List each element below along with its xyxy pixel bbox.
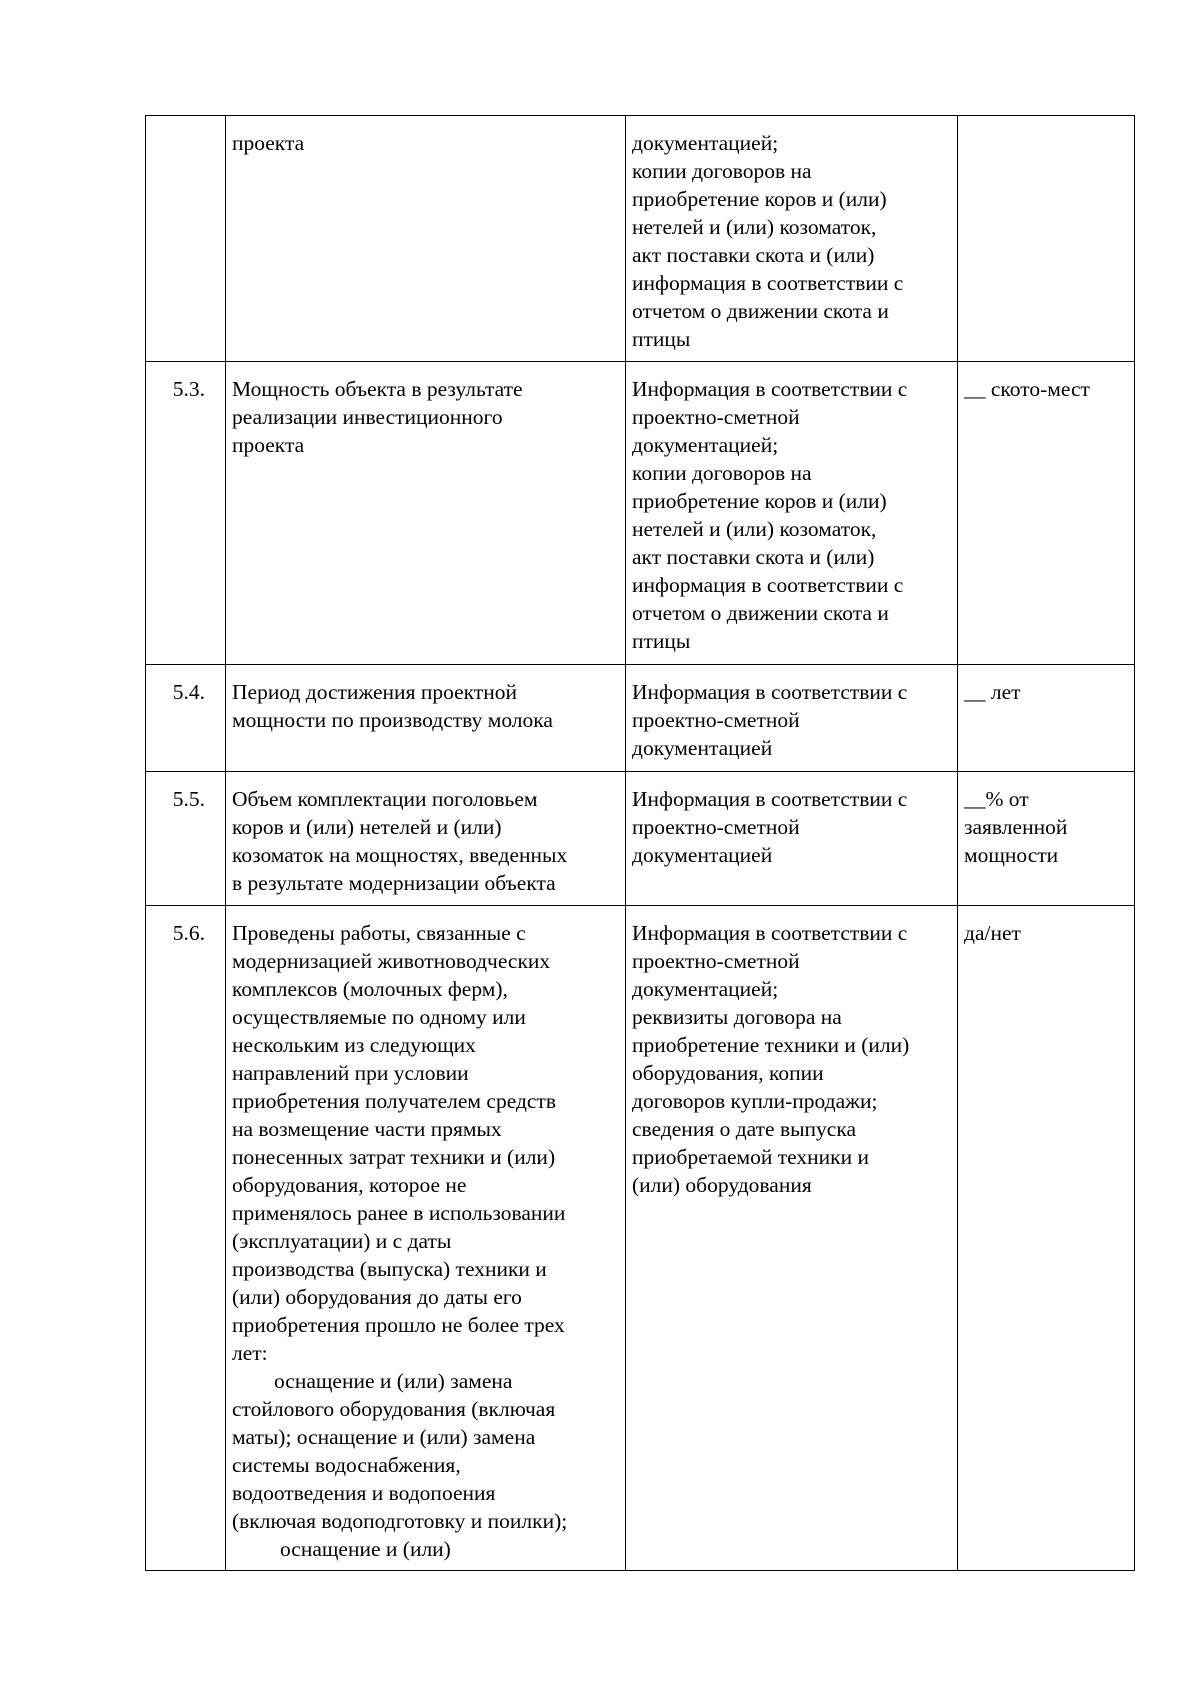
row-number-cell <box>146 116 226 362</box>
table-row <box>146 362 1135 665</box>
parameter-cell: проекта <box>226 116 626 362</box>
source-cell: документацией; копии договоров на приобретение коров и (или) нетелей и (или) козоматок, акт поставки скота и (или) информация в соответствии с отчетом о движении скота и птицы <box>626 116 958 362</box>
value-cell: да/нет <box>958 906 1135 1571</box>
table-row <box>146 116 1135 362</box>
requirements-table <box>145 115 1135 1571</box>
row-number-cell: 5.4. <box>146 665 226 772</box>
value-cell: __% от заявленной мощности <box>958 772 1135 906</box>
source-cell: Информация в соответствии с проектно-сметной документацией; копии договоров на приобретение коров и (или) нетелей и (или) козоматок, акт поставки скота и (или) информация в соответствии с отчетом о движении скота и птицы <box>626 362 958 665</box>
table-row <box>146 772 1135 906</box>
row-number-cell: 5.6. <box>146 906 226 1571</box>
parameter-cell: Проведены работы, связанные с модернизацией животноводческих комплексов (молочных ферм), осуществляемые по одному или нескольким из следующих направлений при условии приобретения получателем средств на возмещение части прямых понесенных затрат техники и (или) оборудования, которое не применялось ранее в использовании (эксплуатации) и с даты производства (выпуска) техники и (или) оборудования до даты его приобретения прошло не более трех лет: оснащение и (или) замена стойлового оборудования (включая маты); оснащение и (или) замена системы водоснабжения, водоотведения и водопоения (включая водоподготовку и поилки); оснащение и (или) <box>226 906 626 1571</box>
parameter-cell: Мощность объекта в результате реализации инвестиционного проекта <box>226 362 626 665</box>
row-number-cell: 5.3. <box>146 362 226 665</box>
parameter-cell: Объем комплектации поголовьем коров и (или) нетелей и (или) козоматок на мощностях, введенных в результате модернизации объекта <box>226 772 626 906</box>
table-row <box>146 906 1135 1571</box>
value-cell: __ ското-мест <box>958 362 1135 665</box>
value-cell <box>958 116 1135 362</box>
parameter-cell: Период достижения проектной мощности по производству молока <box>226 665 626 772</box>
source-cell: Информация в соответствии с проектно-сметной документацией; реквизиты договора на приобретение техники и (или) оборудования, копии договоров купли-продажи; сведения о дате выпуска приобретаемой техники и (или) оборудования <box>626 906 958 1571</box>
source-cell: Информация в соответствии с проектно-сметной документацией <box>626 772 958 906</box>
row-number-cell: 5.5. <box>146 772 226 906</box>
value-cell: __ лет <box>958 665 1135 772</box>
source-cell: Информация в соответствии с проектно-сметной документацией <box>626 665 958 772</box>
table-row <box>146 665 1135 772</box>
